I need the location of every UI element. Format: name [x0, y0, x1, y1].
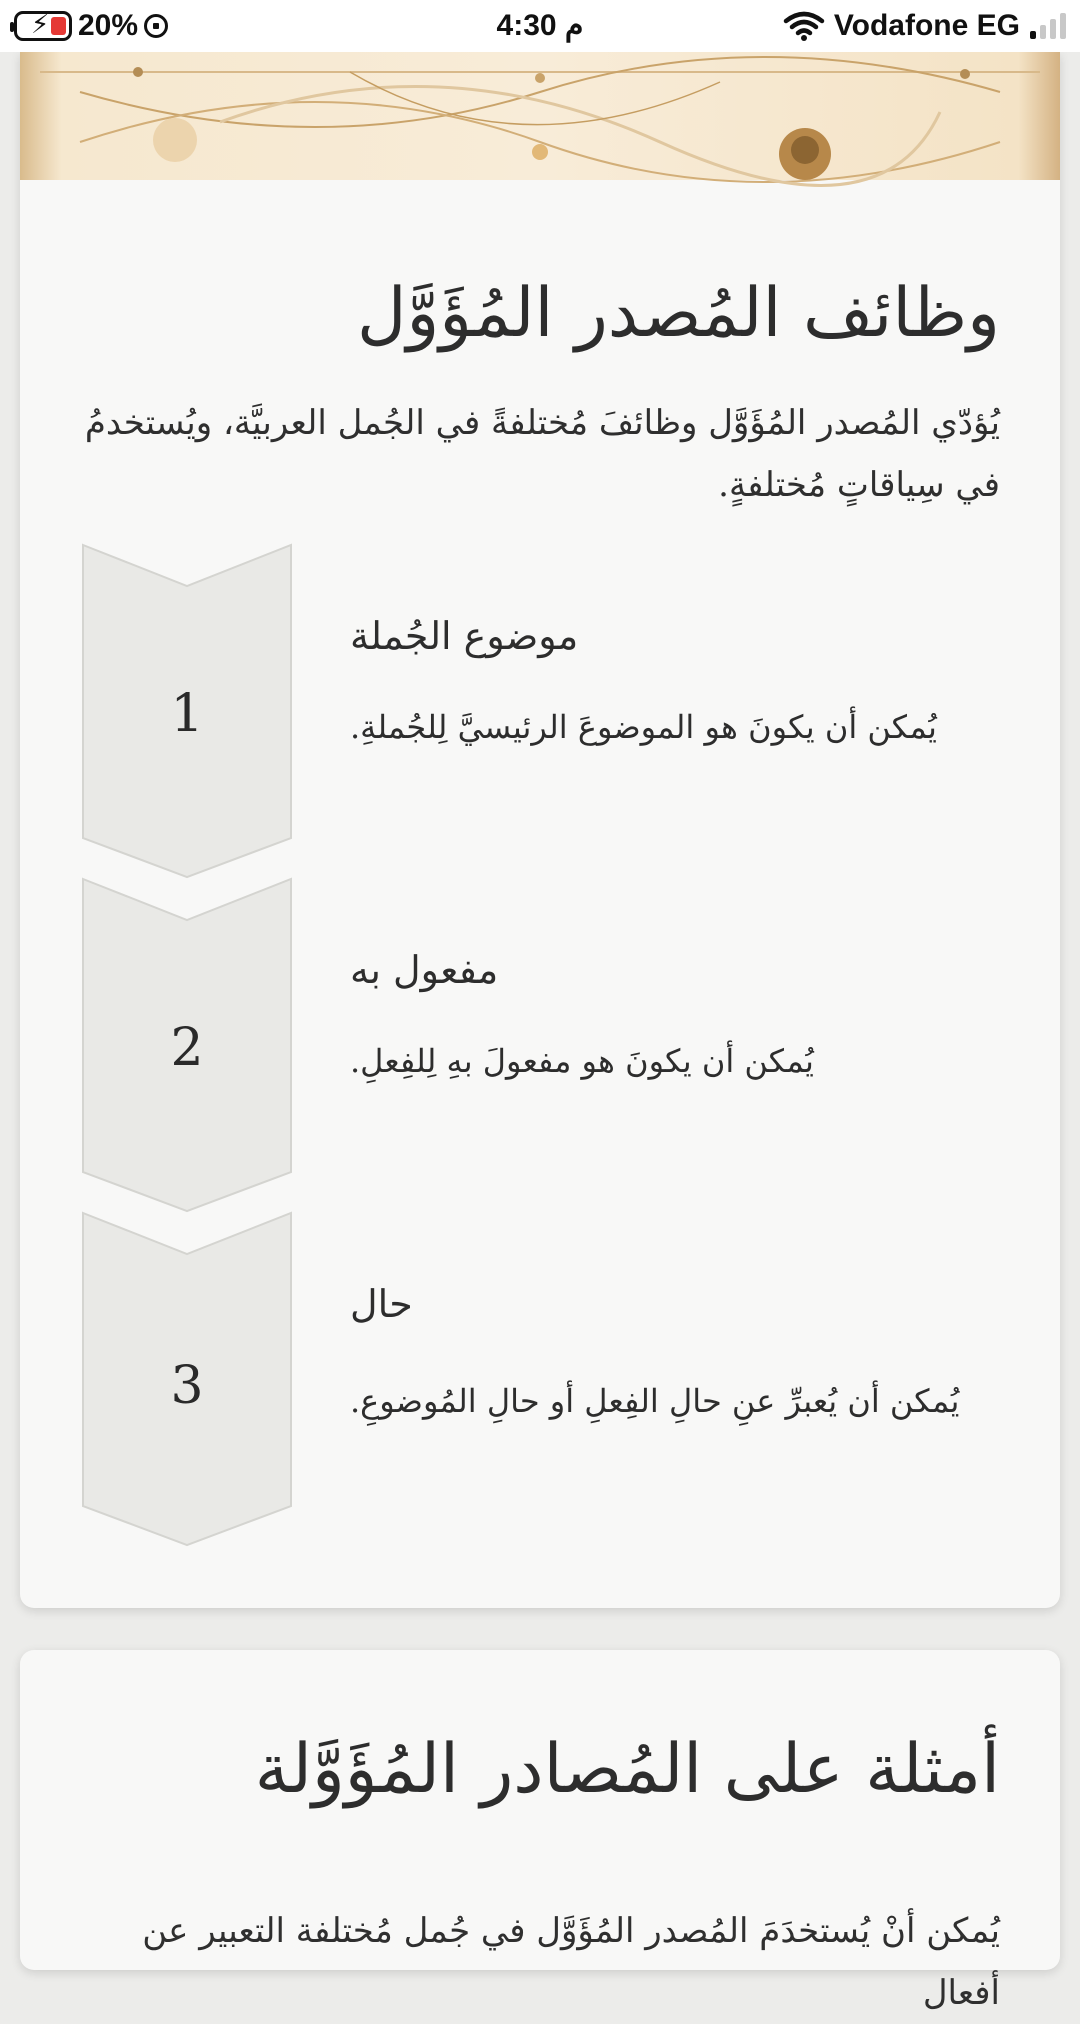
status-right: [784, 8, 1066, 44]
step-1-text: يُمكن أن يكونَ هو الموضوعَ الرئيسيَّ لِلجُملةِ.: [350, 708, 937, 746]
status-bar: [0, 0, 1080, 52]
functions-card: [20, 52, 1060, 1608]
step-2-title: مفعول به: [350, 948, 499, 992]
step-3-title: حال: [350, 1282, 413, 1326]
signal-bar: [1030, 31, 1036, 39]
functions-title: وظائف المُصدر المُؤَوَّل: [357, 274, 1000, 353]
step-1-number: 1: [170, 684, 204, 744]
step-3-text: يُمكن أن يُعبرِّ عنِ حالِ الفِعلِ أو حالِ المُوضوعِ.: [350, 1382, 960, 1420]
examples-description: يُمكن أنْ يُستخدَمَ المُصدر المُؤَوَّل في جُمل مُختلفة التعبير عن أفعال: [142, 1911, 1000, 2013]
examples-title: أمثلة على المُصادر المُؤَوَّلة: [254, 1730, 1000, 1809]
cellular-signal-icon: [1030, 13, 1066, 39]
signal-bar: [1040, 25, 1046, 39]
carrier-name: Vodafone EG: [833, 9, 1020, 42]
signal-bar: [1060, 13, 1066, 39]
step-2-text: يُمكن أن يكونَ هو مفعولَ بهِ لِلفِعلِ.: [350, 1042, 814, 1080]
step-1-title: موضوع الجُملة: [350, 614, 579, 658]
step-2-number: 2: [170, 1018, 204, 1078]
wifi-icon: [784, 11, 824, 41]
signal-bar: [1050, 19, 1056, 39]
step-3-number: 3: [170, 1356, 204, 1416]
decorative-banner-image: [20, 52, 1060, 180]
charging-bolt-icon: ⚡: [31, 10, 50, 40]
examples-card: [20, 1650, 1060, 2013]
battery-percent: 20%: [78, 9, 139, 42]
clock: 4:30 م: [496, 9, 584, 42]
functions-description: يُؤدّي المُصدر المُؤَوَّل وظائفَ مُختلفةً في الجُمل العربيَّة، ويُستخدمُ في سِياقاتٍ مُختلفةٍ.: [84, 403, 1000, 505]
